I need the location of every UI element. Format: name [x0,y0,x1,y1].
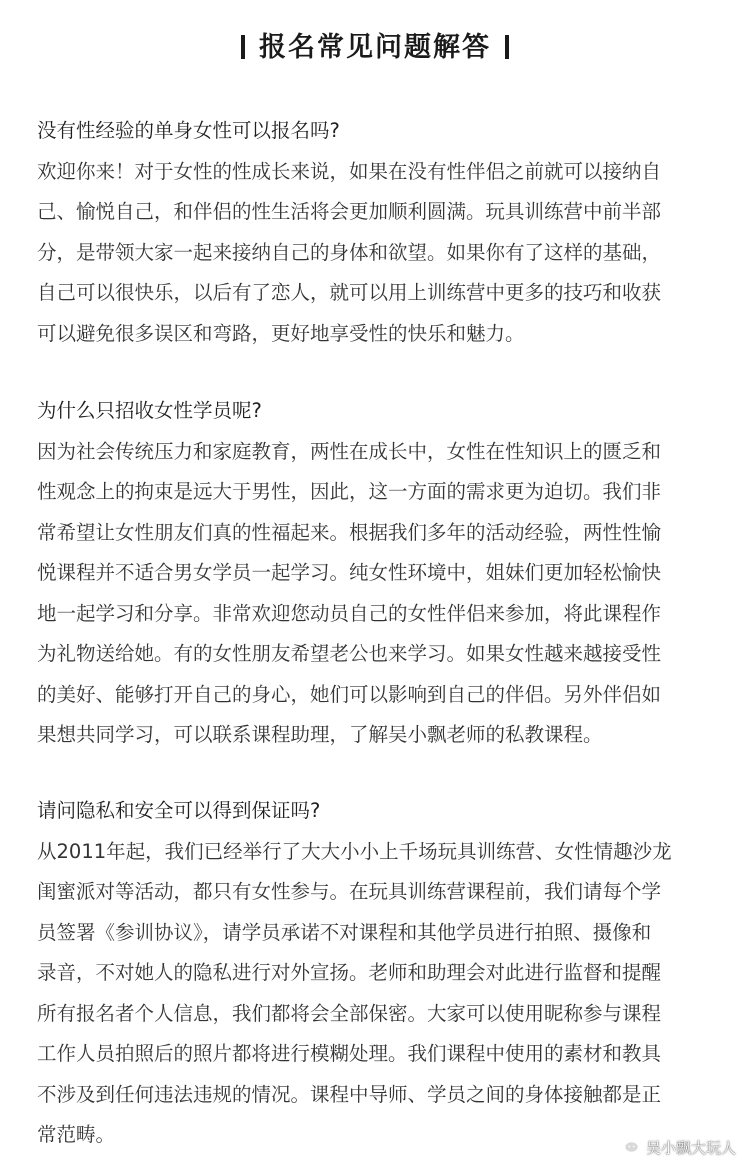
faq-answer-line: 己、愉悦自己，和伴侣的性生活将会更加顺利圆满。玩具训练营中前半部 [37,200,662,223]
faq-answer-line: 分，是带领大家一起来接纳自己的身体和欲望。如果你有了这样的基础， [37,240,662,264]
watermark [616,1135,736,1159]
page-title-text: 报名常见问题解答 [259,32,491,63]
faq-section-2 [37,397,727,749]
title-bar-left [241,35,245,59]
faq-answer-line: 从2011年起，我们已经举行了大大小小上千场玩具训练营、女性情趣沙龙 [37,839,672,863]
page-title [0,28,750,68]
faq-answer-line: 的美好、能够打开自己的身心，她们可以影响到自己的伴侣。另外伴侣如 [37,682,662,706]
faq-answer-line: 常希望让女性朋友们真的性福起来。根据我们多年的活动经验，两性性愉 [37,520,662,544]
faq-answer-line: 悦课程并不适合男女学员一起学习。纯女性环境中，姐妹们更加轻松愉快 [37,561,662,584]
faq-answer-line: 地一起学习和分享。非常欢迎您动员自己的女性伴侣来参加，将此课程作 [37,601,662,625]
faq-answer-line: 因为社会传统压力和家庭教育，两性在成长中，女性在性知识上的匮乏和 [37,439,662,463]
watermark-text: 吴小飘大玩人 [645,1138,736,1157]
faq-answer-line: 果想共同学习，可以联系课程助理，了解吴小飘老师的私教课程。 [37,723,603,746]
faq-answer-line: 为礼物送给她。有的女性朋友希望老公也来学习。如果女性越来越接受性 [37,642,662,665]
faq-answer-line: 性观念上的拘束是远大于男性，因此，这一方面的需求更为迫切。我们非 [37,480,662,503]
faq-answer-line: 可以避免很多误区和弯路，更好地享受性的快乐和魅力。 [37,321,525,345]
faq-answer-line: 欢迎你来！对于女性的性成长来说，如果在没有性伴侣之前就可以接纳自 [37,159,662,183]
wechat-icon [616,1135,640,1159]
faq-answer-line: 闺蜜派对等活动，都只有女性参与。在玩具训练营课程前，我们请每个学 [37,880,662,903]
faq-answer-line: 工作人员拍照后的照片都将进行模糊处理。我们课程中使用的素材和教具 [37,1042,662,1065]
faq-answer-line: 员签署《参训协议》，请学员承诺不对课程和其他学员进行拍照、摄像和 [37,920,652,944]
title-bar-right [505,35,509,59]
faq-question: 没有性经验的单身女性可以报名吗? [37,119,340,142]
faq-section-1 [37,117,727,348]
faq-answer-line: 自己可以很快乐，以后有了恋人，就可以用上训练营中更多的技巧和收获 [37,281,662,304]
faq-question: 为什么只招收女性学员呢? [37,399,262,422]
faq-answer-line: 所有报名者个人信息，我们都将会全部保密。大家可以使用昵称参与课程 [37,1001,662,1025]
faq-answer-line: 录音，不对她人的隐私进行对外宣扬。老师和助理会对此进行监督和提醒 [37,961,662,984]
faq-answer-line: 常范畴。 [37,1123,116,1146]
faq-question: 请问隐私和安全可以得到保证吗? [37,799,321,822]
faq-section-3 [37,797,727,1149]
faq-answer-line: 不涉及到任何违法违规的情况。课程中导师、学员之间的身体接触都是正 [37,1082,662,1106]
